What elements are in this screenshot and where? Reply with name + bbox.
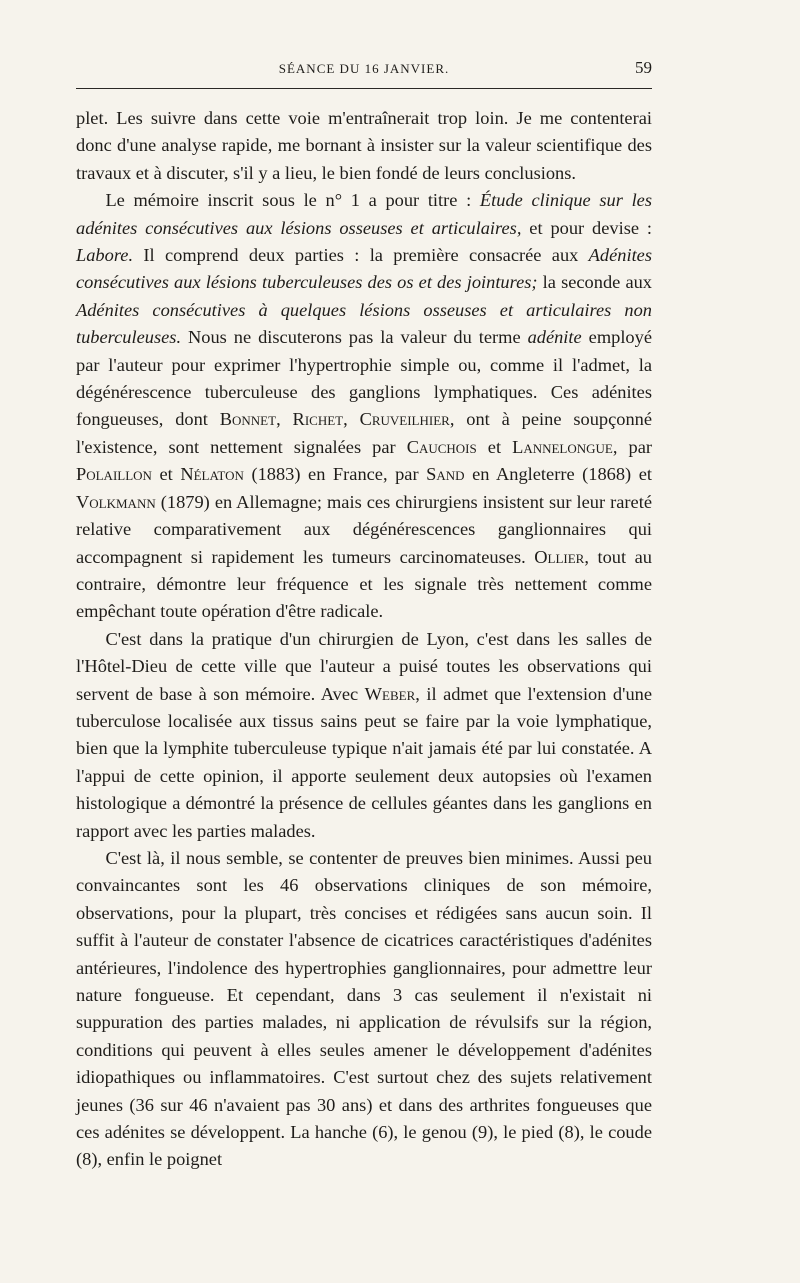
header-rule [76,88,652,89]
author-name: Bonnet [219,409,277,430]
italic-run: Adénites consécutives à quelques lésions osseuses et articulaires non tuberculeuses. [76,299,652,348]
text-run: (1883) en France, par [243,464,427,485]
author-name: Richet [292,409,344,430]
text-run: , [343,409,360,430]
author-name: Polaillon [76,464,152,485]
text-run: , [276,409,293,430]
text-run: Nous ne discuterons pas la valeur du terme [181,327,528,348]
author-name: Lannelongue [512,436,613,457]
author-name: Cauchois [406,436,477,457]
author-name: Nélaton [180,464,244,485]
author-name: Sand [426,464,465,485]
text-run: C'est dans la pratique d'un chirurgien de Lyon, c'est dans les salles de l'Hôtel-Dieu de cette ville que l'auteur a puisé toutes les observations qui servent de base à son mémoire. Avec [76,628,652,704]
paragraph [76,187,652,626]
text-run: plet. Les suivre dans cette voie m'entraînerait trop loin. Je me contenterai donc d'une analyse rapide, me bornant à insister sur la valeur scientifique des travaux et à discuter, s'il y a lieu, le bien fondé de leurs conclusions. [76,108,652,183]
italic-run: Labore. [76,245,134,266]
text-run: , tout au contraire, démontre leur fréquence et les signale très nettement comme empêchant toute opération d'être radicale. [76,546,653,622]
paragraph [76,105,652,187]
page-number: 59 [635,58,652,77]
italic-run: Étude clinique sur les adénites consécutives aux lésions osseuses et articulaires, [76,190,653,238]
body-text [76,105,652,1174]
text-run: et [476,436,513,457]
author-name: Cruveilhier [359,409,450,430]
author-name: Weber [364,683,416,704]
text-run: en Angleterre (1868) et [464,464,652,485]
text-run: C'est là, il nous semble, se contenter de preuves bien minimes. Aussi peu convaincantes sont les 46 observations cliniques de son mémoire, observations, pour la plupart, très concises et rédigées sans aucun soin. Il suffit à l'auteur de constater l'absence de cicatrices caractéristiques d'adénites antérieures, l'indolence des hypertrophies ganglionnaires, pour admettre leur nature fongueuse. Et cependant, dans 3 cas seulement il n'existait ni suppuration des parties malades, ni application de révulsifs sur la région, conditions qui peuvent à elles seules amener le développement d'adénites idiopathiques ou inflammatoires. C'est surtout chez des sujets relativement jeunes (36 sur 46 n'avaient pas 30 ans) et dans des arthrites fongueuses que ces adénites se développent. La hanche (6), le genou (9), le pied (8), le coude (8), enfin le poignet [76,847,652,1170]
running-header [76,58,652,82]
italic-run: Adénites consécutives aux lésions tuberculeuses des os et des jointures; [76,245,652,293]
text-run: (1879) en Allemagne; mais ces chirurgiens insistent sur leur rareté relative comparativement aux dégénérescences ganglionnaires qui accompagnent si rapidement les tumeurs carcinomateuses. [76,491,652,567]
text-run: Le mémoire inscrit sous le n° 1 a pour titre : [105,190,480,211]
author-name: Volkmann [76,491,156,512]
paragraph [76,845,652,1174]
text-run: , il admet que l'extension d'une tuberculose localisée aux tissus sains peut se faire par la voie lymphatique, bien que la lymphite tuberculeuse typique n'ait jamais été par lui constatée. A l'appui de cette opinion, il apporte seulement deux autopsies où l'examen histologique a démontré la présence de cellules géantes dans les ganglions en rapport avec les parties malades. [76,683,652,841]
text-run: , par [612,436,652,457]
text-run: employé par l'auteur pour exprimer l'hypertrophie simple ou, comme il l'admet, la dégénérescence tuberculeuse des ganglions lymphatiques. Ces adénites fongueuses, dont [76,327,652,430]
paragraph [76,626,652,845]
running-title: SÉANCE DU 16 JANVIER. [278,61,450,76]
text-run: la seconde aux [537,272,652,293]
text-run: et pour devise : [521,217,652,238]
italic-run: adénite [527,327,582,348]
text-run: Il comprend deux parties : la première consacrée aux [133,245,589,266]
text-run: , ont à peine soupçonné l'existence, sont nettement signalées par [76,409,652,457]
author-name: Ollier [534,546,585,567]
text-run: et [151,464,181,485]
